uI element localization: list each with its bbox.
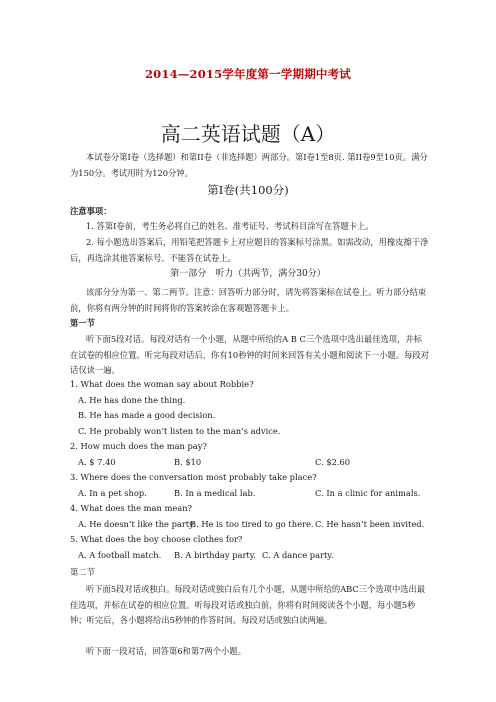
part1-instructions: 该部分分为第一、第二两节。注意：回答听力部分时，请先将答案标在试卷上。听力部分结束前，你将有两分钟的时间将你的答案转涂在客观题答题卡上。: [70, 287, 427, 313]
section1-title: 第一节: [70, 318, 95, 328]
section2-instructions: 听下面5段对话或独白。每段对话或独白后有几个小题，从题中所给的ABC三个选项中选出最佳选项，并标在试卷的相应位置。听每段对话或独白前，你将有时间阅读各个小题，每小题5秒钟；听完后，各小题将给出5秒钟的作答时间。每段对话或独白读两遍。: [70, 584, 426, 625]
question-stem: 5. What does the boy choose clothes for?: [70, 534, 243, 544]
subject-title: 高二英语试题（A）: [160, 122, 336, 146]
question-option: B. A birthday party.: [174, 550, 256, 560]
section2-next-instruction: 听下面一段对话，回答第6和第7两个小题。: [86, 646, 246, 656]
question-option: C. $2.60: [315, 457, 351, 467]
volume1-title: 第I卷(共100分): [207, 183, 289, 197]
question-option: C. A dance party.: [262, 550, 334, 560]
question-stem: 2. How much does the man pay?: [70, 441, 207, 451]
question-stem: 3. Where does the conversation most probably take place?: [70, 472, 317, 482]
question-option: B. He has made a good decision.: [78, 410, 216, 420]
notes-heading: 注意事项：: [70, 206, 112, 216]
question-option: A. A football match.: [78, 550, 162, 560]
question-stem: 1. What does the woman say about Robbie?: [70, 379, 254, 389]
question-option: C. He hasn’t been invited.: [315, 519, 425, 529]
exam-title: 2014—2015学年度第一学期期中考试: [144, 67, 351, 81]
question-option: A. In a pet shop.: [78, 488, 147, 498]
question-option: A. He has done the thing.: [78, 395, 186, 405]
section1-instructions: 听下面5段对话。每段对话有一个小题，从题中所给的A B C三个选项中选出最佳选项，并标在试卷的相应位置。听完每段对话后，你有10秒钟的时间来回答有关小题和阅读下一小题。每段对话仅读一遍。: [70, 334, 430, 375]
question-option: A. $ 7.40: [78, 457, 116, 467]
note-item: 1. 答第I卷前，考生务必将自己的姓名、准考证号、考试科目涂写在答题卡上。: [86, 221, 374, 231]
question-option: B. In a medical lab.: [174, 488, 256, 498]
part1-title: 第一部分 听力（共两节，满分30分）: [170, 269, 326, 279]
question-option: C. In a clinic for animals.: [315, 488, 421, 498]
question-option: C. He probably won’t listen to the man’s advice.: [78, 426, 281, 436]
section2-title: 第二节: [70, 567, 95, 577]
question-option: B. He is too tired to go there.: [190, 519, 314, 529]
question-option: A. He doesn’t like the party.: [78, 519, 196, 529]
intro-paragraph: 本试卷分第I卷（选择题）和第II卷（非选择题）两部分。第I卷1至8页. 第II卷9至10页。满分为150分。考试用时为120分钟。: [70, 152, 428, 178]
note-item: 2. 每小题选出答案后，用铅笔把答题卡上对应题目的答案标号涂黑。如需改动，用橡皮擦干净后，再选涂其他答案标号。不能答在试卷上。: [70, 237, 429, 263]
question-option: B. $10: [174, 457, 202, 467]
question-stem: 4. What does the man mean?: [70, 503, 192, 513]
